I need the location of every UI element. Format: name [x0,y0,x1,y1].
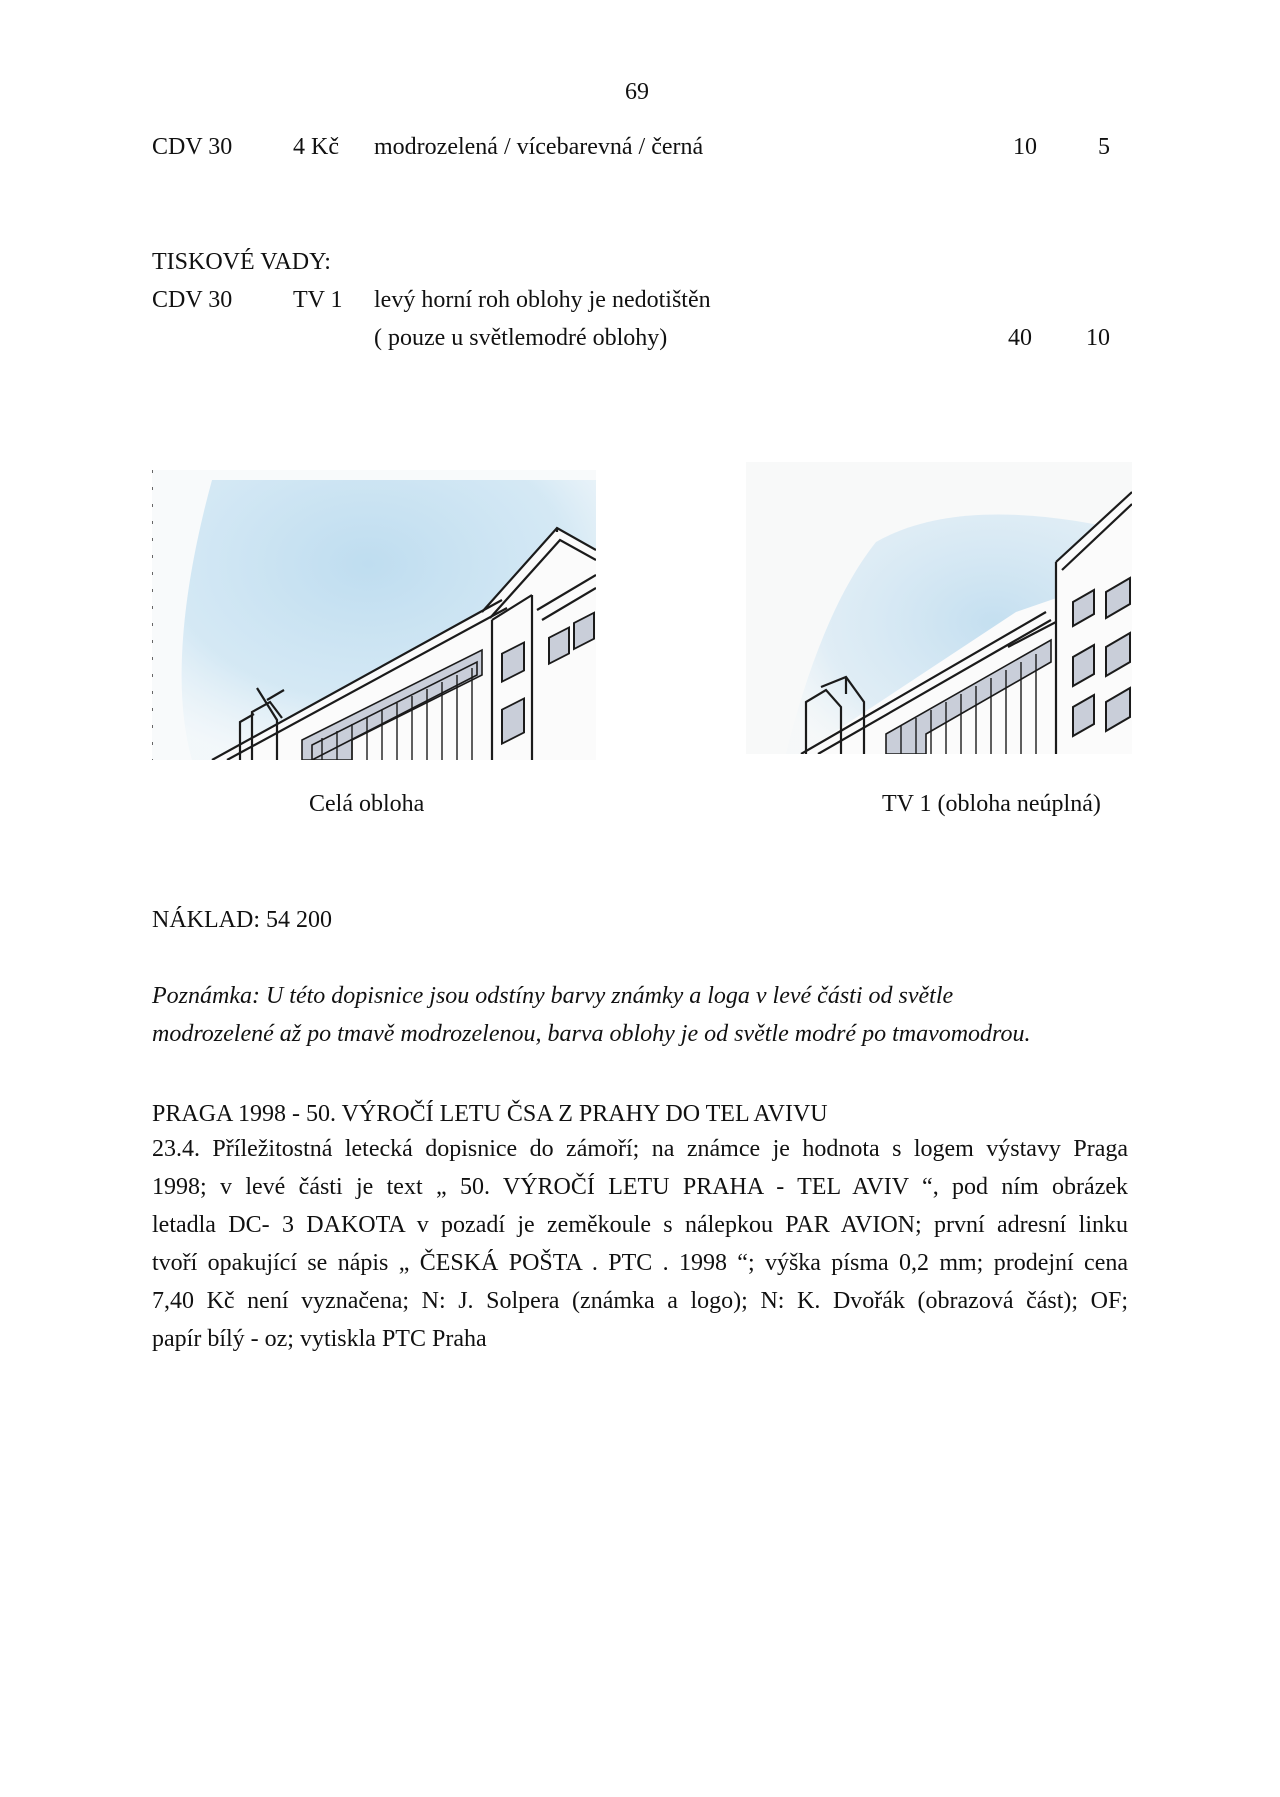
defect-price-2: 10 [1086,325,1110,351]
incomplete-sky-illustration [746,462,1132,754]
praga-line-4: tvoří opakující se nápis „ ČESKÁ POŠTA . PTC . 1998 “; výška písma 0,2 mm; prodejní cena [152,1250,1128,1276]
full-sky-caption: Celá obloha [309,791,425,817]
praga-description [152,1130,1128,1358]
price-row-code: CDV 30 [152,134,233,160]
praga-title: PRAGA 1998 - 50. VÝROČÍ LETU ČSA Z PRAHY DO TEL AVIVU [152,1101,828,1127]
price-row-price-1: 10 [1013,134,1037,160]
praga-line-5: 7,40 Kč není vyznačena; N: J. Solpera (známka a logo); N: K. Dvořák (obrazová část); OF; [152,1288,1128,1314]
price-row-price-2: 5 [1098,134,1110,160]
price-row-value: 4 Kč [293,134,339,160]
defect-description-line2: ( pouze u světlemodré oblohy) [374,325,668,351]
praga-line-2: 1998; v levé části je text „ 50. VÝROČÍ LETU PRAHA - TEL AVIV “, pod ním obrázek [152,1174,1128,1200]
praga-line-3: letadla DC- 3 DAKOTA v pozadí je zeměkoule s nálepkou PAR AVION; první adresní linku [152,1212,1128,1238]
praga-line-6: papír bílý - oz; vytiskla PTC Praha [152,1326,487,1352]
page-number: 69 [625,79,649,105]
full-sky-illustration [152,470,596,760]
defect-code: CDV 30 [152,287,233,313]
note [152,977,1128,1053]
defect-description-line1: levý horní roh oblohy je nedotištěn [374,287,711,313]
incomplete-sky-caption: TV 1 (obloha neúplná) [882,791,1101,817]
defect-id: TV 1 [293,287,343,313]
price-row-colors: modrozelená / vícebarevná / černá [374,134,704,160]
defects-heading: TISKOVÉ VADY: [152,249,331,275]
print-run: NÁKLAD: 54 200 [152,907,332,933]
note-line-2: modrozelené až po tmavě modrozelenou, barva oblohy je od světle modré po tmavomodrou. [152,1021,1031,1047]
praga-line-1: 23.4. Příležitostná letecká dopisnice do zámoří; na známce je hodnota s logem výstavy Praga [152,1136,1128,1162]
defect-price-1: 40 [1008,325,1032,351]
note-line-1: Poznámka: U této dopisnice jsou odstíny barvy známky a loga v levé části od světle [152,983,954,1009]
